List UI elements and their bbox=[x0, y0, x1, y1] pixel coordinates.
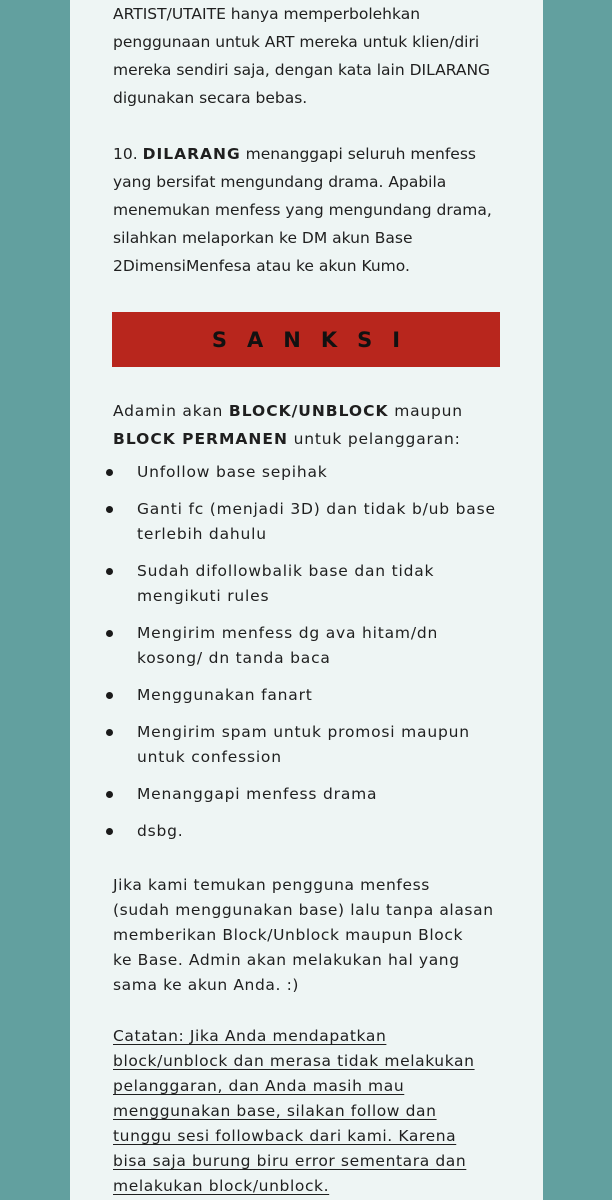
list-item-text: Mengirim spam untuk promosi maupun untuk confession bbox=[137, 723, 470, 766]
bullet-icon bbox=[106, 791, 113, 798]
list-item bbox=[106, 819, 506, 844]
intro-text: maupun bbox=[388, 402, 463, 420]
intro-bold: BLOCK PERMANEN bbox=[113, 430, 288, 448]
note-line: block/unblock dan merasa tidak melakukan bbox=[113, 1052, 475, 1070]
intro-bold: BLOCK/UNBLOCK bbox=[228, 402, 389, 420]
closing-line: memberikan Block/Unblock maupun Block bbox=[113, 926, 464, 944]
note-paragraph bbox=[113, 1024, 513, 1199]
note-line: bisa saja burung biru error sementara dan bbox=[113, 1152, 467, 1170]
rule-line: digunakan secara bebas. bbox=[113, 89, 308, 107]
bullet-icon bbox=[106, 568, 113, 575]
rule-line: silahkan melaporkan ke DM akun Base bbox=[113, 229, 413, 247]
list-item-text: Mengirim menfess dg ava hitam/dn kosong/ dn tanda baca bbox=[137, 624, 439, 667]
closing-line: Jika kami temukan pengguna menfess bbox=[113, 876, 430, 894]
closing-line: (sudah menggunakan base) lalu tanpa alasan bbox=[113, 901, 494, 919]
sanksi-title: SANKSI bbox=[211, 327, 421, 352]
note-line: pelanggaran, dan Anda masih mau bbox=[113, 1077, 405, 1095]
bullet-icon bbox=[106, 506, 113, 513]
list-item-text: Sudah difollowbalik base dan tidak mengikuti rules bbox=[137, 562, 435, 605]
list-item bbox=[106, 497, 506, 547]
list-item bbox=[106, 621, 506, 671]
list-item-text: Menanggapi menfess drama bbox=[137, 785, 378, 803]
intro-text: untuk pelanggaran: bbox=[287, 430, 461, 448]
list-item bbox=[106, 720, 506, 770]
list-item bbox=[106, 782, 506, 807]
sanksi-banner bbox=[112, 312, 500, 367]
closing-paragraph bbox=[113, 873, 513, 998]
list-item-text: Ganti fc (menjadi 3D) dan tidak b/ub base terlebih dahulu bbox=[137, 500, 496, 543]
bullet-icon bbox=[106, 630, 113, 637]
intro-line-1 bbox=[113, 397, 513, 425]
note-line: melakukan block/unblock. bbox=[113, 1177, 330, 1195]
rule-number: 10. bbox=[113, 145, 138, 163]
list-item bbox=[106, 460, 506, 485]
note-line: tunggu sesi followback dari kami. Karena bbox=[113, 1127, 457, 1145]
bullet-icon bbox=[106, 729, 113, 736]
rule-line: yang bersifat mengundang drama. Apabila bbox=[113, 173, 447, 191]
rule-line: 2DimensiMenfesa atau ke akun Kumo. bbox=[113, 257, 410, 275]
sanksi-intro bbox=[113, 397, 513, 453]
intro-line-2 bbox=[113, 425, 513, 453]
rule-line: mereka sendiri saja, dengan kata lain DILARANG bbox=[113, 61, 491, 79]
rule-9-continuation bbox=[113, 0, 513, 112]
rule-line: menemukan menfess yang mengundang drama, bbox=[113, 201, 492, 219]
closing-line: ke Base. Admin akan melakukan hal yang bbox=[113, 951, 460, 969]
bullet-icon bbox=[106, 469, 113, 476]
rule-10 bbox=[113, 140, 513, 280]
rule-keyword: DILARANG bbox=[142, 145, 241, 163]
bullet-icon bbox=[106, 692, 113, 699]
intro-text: Adamin akan bbox=[113, 402, 229, 420]
list-item-text: Menggunakan fanart bbox=[137, 686, 313, 704]
list-item bbox=[106, 683, 506, 708]
list-item-text: dsbg. bbox=[137, 822, 184, 840]
list-item-text: Unfollow base sepihak bbox=[137, 463, 328, 481]
violations-list bbox=[106, 460, 506, 856]
note-line: menggunakan base, silakan follow dan bbox=[113, 1102, 437, 1120]
rule-line: penggunaan untuk ART mereka untuk klien/diri bbox=[113, 33, 480, 51]
rule-text: menanggapi seluruh menfess bbox=[240, 145, 476, 163]
list-item bbox=[106, 559, 506, 609]
rule-10-first-line bbox=[113, 140, 513, 168]
closing-line: sama ke akun Anda. :) bbox=[113, 976, 300, 994]
rules-page bbox=[70, 0, 543, 1200]
note-line: Catatan: Jika Anda mendapatkan bbox=[113, 1027, 387, 1045]
bullet-icon bbox=[106, 828, 113, 835]
rule-line: ARTIST/UTAITE hanya memperbolehkan bbox=[113, 5, 421, 23]
